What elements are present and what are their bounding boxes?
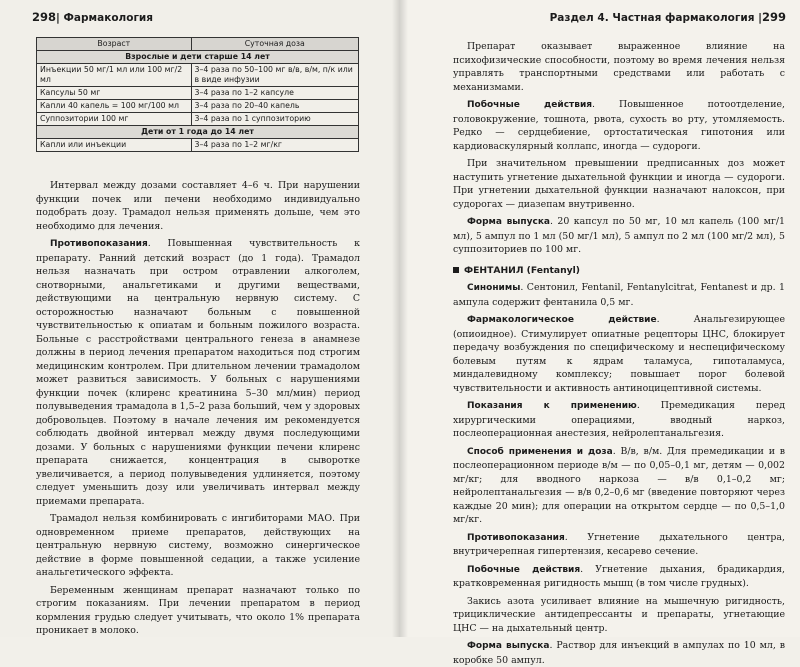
paragraph-label: Форма выпуска (467, 641, 550, 651)
paragraph: Форма выпуска. Раствор для инъекций в ампулах по 10 мл, в коробке 50 ампул. (453, 640, 785, 666)
table-cell: Капли или инъекции (37, 139, 192, 152)
table-row (37, 87, 359, 100)
paragraph: Фармакологическое действие. Анальгезирующее (опиоидное). Стимулирует опиатные рецепторы ЦНС, блокирует передачу возбуждения по специфическому и неспецифическому болевым путям к ядрам таламуса, гипоталамуса, миндалевидному комплексу; повышает порог болевой чувствительности и активность антиноцицептивной системы. (453, 314, 785, 394)
paragraph-label: Показания к применению (467, 401, 637, 411)
running-head-title: Раздел 4. Частная фармакология (549, 12, 755, 24)
table-header: Возраст (37, 38, 192, 51)
paragraph: Беременным женщинам препарат назначают только по строгим показаниям. При лечении препаратом в период кормления грудью следует учитывать, что около 1% препарата проникает в молоко. (36, 584, 360, 636)
table-cell: Инъекции 50 мг/1 мл или 100 мг/2 мл (37, 64, 192, 87)
paragraph-label: Фармакологическое действие (467, 315, 657, 325)
paragraph-label: Побочные действия (467, 100, 593, 110)
paragraph: Противопоказания. Угнетение дыхательного центра, внутричерепная гипертензия, кесарево сечение. (453, 531, 785, 557)
paragraph: Показания к применению. Премедикация перед хирургическими операциями, вводный наркоз, послеоперационная анестезия, нейролептанальгезия. (453, 400, 785, 439)
paragraph: При значительном превышении предписанных доз может наступить угнетение дыхательной функции и иногда — судороги. При угнетении дыхательной функции назначают налоксон, при судорогах — диазепам внутривенно. (453, 158, 785, 210)
square-bullet-icon (453, 267, 459, 273)
left-text-column (36, 179, 360, 637)
paragraph: Закись азота усиливает влияние на мышечную ригидность, трициклические антидепрессанты и препараты, угнетающие ЦНС — на дыхательный центр. (453, 595, 785, 634)
table-header-row (37, 38, 359, 51)
table-row (37, 113, 359, 126)
paragraph: Интервал между дозами составляет 4–6 ч. При нарушении функции почек или печени необходимо индивидуально подобрать дозу. Трамадол нельзя применять дольше, чем это необходимо для лечения. (36, 180, 360, 232)
paragraph: Препарат оказывает выраженное влияние на психофизические способности, поэтому во время лечения нельзя управлять транспортными средствами или работать с механизмами. (453, 41, 785, 93)
table-cell: 3–4 раза по 20–40 капель (191, 100, 358, 113)
table-cell: 3–4 раза по 1–2 капсуле (191, 87, 358, 100)
table-section-row (37, 51, 359, 64)
table-cell: 3–4 раза по 1–2 мг/кг (191, 139, 358, 152)
paragraph: Способ применения и доза. В/в, в/м. Для премедикации и в послеоперационном периоде в/м — по 0,05–0,1 мг, детям — 0,002 мг/кг; для вводного наркоза — в/в 0,1–0,2 мг; нейролептанальгезия — в/в 0,2–0,6 мг (введение повторяют через каждые 20 мин); для операции на открытом сердце — по 0,5–1,0 мг/кг. (453, 445, 785, 525)
table-section-row (37, 126, 359, 139)
running-head-right: Раздел 4. Частная фармакология |299 (549, 10, 786, 24)
table-cell: 3–4 раза по 50–100 мг в/в, в/м, п/к или в виде инфузии (191, 64, 358, 87)
paragraph: Трамадол нельзя комбинировать с ингибиторами МАО. При одновременном приеме препаратов, действующих на центральную нервную систему, возможно синергическое действие в форме повышенной седации, а также усиление анальгетического эффекта. (36, 513, 360, 578)
running-head-title: Фармакология (63, 12, 154, 24)
paragraph-label: Способ применения и доза (467, 446, 613, 457)
dosage-table (36, 37, 359, 152)
paragraph: Побочные действия. Угнетение дыхания, брадикардия, кратковременная ригидность мышц (в том числе грудных). (453, 563, 786, 589)
table-row (37, 64, 359, 87)
left-page (0, 0, 400, 637)
table-row (37, 139, 359, 152)
paragraph-label: Форма выпуска (467, 217, 550, 227)
drug-heading (453, 264, 785, 278)
paragraph: Побочные действия. Повышенное потоотделение, головокружение, тошнота, рвота, сухость во рту, утомляемость. Редко — сердцебиение, ортостатическая гипотония или кардиоваскулярный коллапс, иногда — судороги. (453, 99, 786, 152)
paragraph-label: Синонимы (467, 283, 521, 293)
table-row (37, 100, 359, 113)
page-number: 298 (32, 10, 57, 24)
table-cell: 3–4 раза по 1 суппозиторию (191, 113, 358, 126)
table-cell: Суппозитории 100 мг (37, 113, 192, 126)
table-cell: Капсулы 50 мг (37, 87, 192, 100)
paragraph: Форма выпуска. 20 капсул по 50 мг, 10 мл капель (100 мг/1 мл), 5 ампул по 1 мл (50 мг/1 мл), 5 ампул по 2 мл (100 мг/2 мл), 5 суппозиториев по 100 мг. (453, 216, 785, 255)
page-number: 299 (761, 10, 786, 24)
right-text-column (453, 40, 785, 667)
paragraph: Синонимы. Сентонил, Fentanil, Fentanylcitrat, Fentanest и др. 1 ампула содержит фентанила 0,5 мг. (453, 282, 785, 308)
paragraph-label: Противопоказания (467, 532, 565, 543)
table-header: Суточная доза (191, 38, 358, 51)
paragraph-label: Противопоказания (50, 239, 148, 249)
table-cell: Капли 40 капель = 100 мг/100 мл (37, 100, 192, 113)
table-section-title: Взрослые и дети старше 14 лет (37, 51, 359, 64)
running-head-left: 298| Фармакология (32, 10, 154, 24)
table-section-title: Дети от 1 года до 14 лет (37, 126, 359, 139)
paragraph: Противопоказания. Повышенная чувствительность к препарату. Ранний детский возраст (до 1 года). Трамадол нельзя назначать при остром отравлении алкоголем, снотворными, анальгетиками и другими веществами, действующими на центральную нервную систему. С осторожностью назначают больным с повышенной чувствительностью к опиатам и больным пожилого возраста. Больные с расстройствами центрального генеза в анамнезе должны в период лечения препаратом находиться под строгим медицинским контролем. При длительном лечении трамадолом может развиться зависимость. У больных с нарушениями функции почек (клиренс креатинина 5–30 мл/мин) период полувыведения трамадола в 1,5–2 раза больший, чем у здоровых добровольцев. Поэтому в начале лечения им рекомендуется соблюдать двойной интервал между двумя последующими дозами. У больных с нарушениями функции печени клиренс препарата снижается, концентрация в сыворотке увеличивается, а период полувыведения удлиняется, поэтому следует уменьшить дозу или увеличивать интервал между приемами препарата. (36, 238, 360, 507)
paragraph-label: Побочные действия (467, 564, 581, 575)
drug-title: ФЕНТАНИЛ (Fentanyl) (464, 264, 581, 276)
